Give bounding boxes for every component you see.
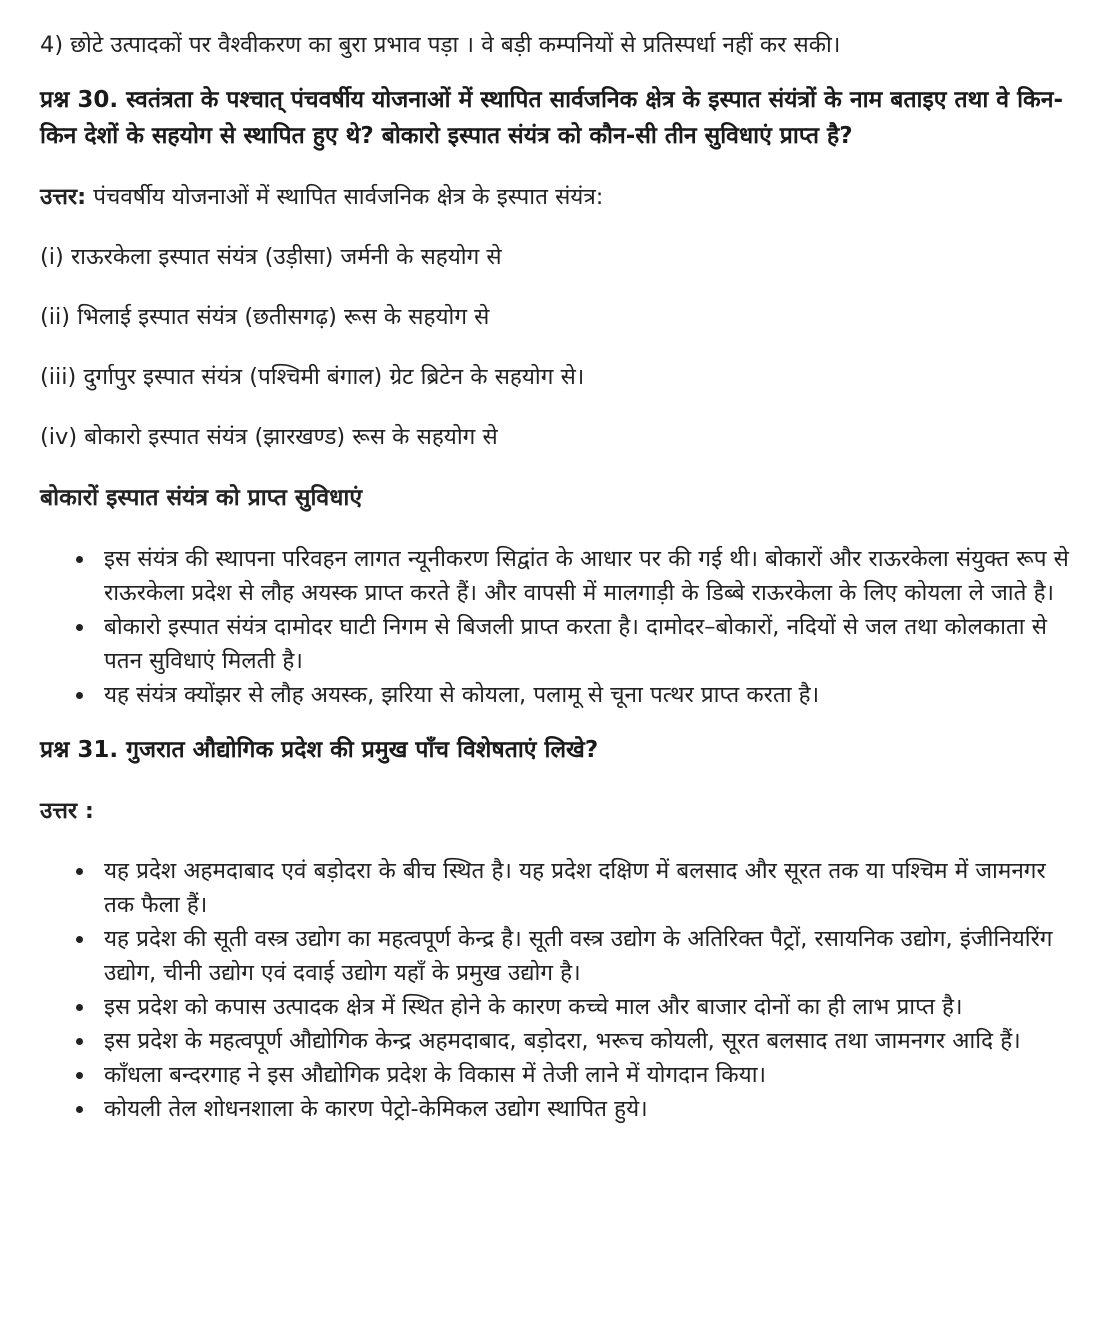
plant-item: (iii) दुर्गापुर इस्पात संयंत्र (पश्चिमी बंगाल) ग्रेट ब्रिटेन के सहयोग से। [40,364,585,390]
list-item-text: यह प्रदेश की सूती वस्त्र उद्योग का महत्वपूर्ण केन्द्र है। सूती वस्त्र उद्योग के अतिरिक्त पैट्रों, रसायनिक उद्योग, इंजीनियरिंग उद्योग, चीनी उद्योग एवं दवाई उद्योग यहाँ के प्रमुख उद्योग है। [104,926,1053,986]
answer-30-intro [40,180,1070,214]
bullet-icon [76,1004,83,1011]
list-item [40,990,1070,1024]
answer-31-label: उत्तर : [40,798,94,824]
list-item-text: बोकारो इस्पात संयंत्र दामोदर घाटी निगम से बिजली प्राप्त करता है। दामोदर–बोकारों, नदियों से जल तथा कोलकाता से पतन सुविधाएं मिलती है। [104,614,1047,674]
answer-intro-text: पंचवर्षीय योजनाओं में स्थापित सार्वजनिक क्षेत्र के इस्पात संयंत्र: [86,184,604,210]
bullet-icon [76,868,83,875]
list-item-text: इस प्रदेश को कपास उत्पादक क्षेत्र में स्थित होने के कारण कच्चे माल और बाजार दोनों का ही लाभ प्राप्त है। [104,994,963,1020]
gujarat-points-list [40,854,1070,1126]
list-item [40,610,1070,678]
facilities-heading: बोकारों इस्पात संयंत्र को प्राप्त सुविधाएं [40,485,363,511]
bullet-icon [76,692,83,699]
list-item [40,678,1070,712]
list-item-text: इस प्रदेश के महत्वपूर्ण औद्योगिक केन्द्र अहमदाबाद, बड़ोदरा, भरूच कोयली, सूरत बलसाद तथा जामनगर आदि हैं। [104,1028,1021,1054]
bullet-icon [76,936,83,943]
list-item [40,922,1070,990]
list-item-text: यह प्रदेश अहमदाबाद एवं बड़ोदरा के बीच स्थित है। यह प्रदेश दक्षिण में बलसाद और सूरत तक या पश्चिम में जामनगर तक फैला हैं। [104,858,1046,918]
bullet-icon [76,1106,83,1113]
bullet-icon [76,1038,83,1045]
list-item-text: इस संयंत्र की स्थापना परिवहन लागत न्यूनीकरण सिद्वांत के आधार पर की गई थी। बोकारों और राऊरकेला संयुक्त रूप से राऊरकेला प्रदेश से लौह अयस्क प्राप्त करते हैं। और वापसी में मालगाड़ी के डिब्बे राऊरकेला के लिए कोयला ले जाते है। [104,546,1069,606]
intro-line: 4) छोटे उत्पादकों पर वैश्वीकरण का बुरा प्रभाव पड़ा । वे बड़ी कम्पनियों से प्रतिस्पर्धा नहीं कर सकी। [40,32,841,58]
list-item [40,1092,1070,1126]
answer-label: उत्तर: [40,184,87,210]
plant-item: (ii) भिलाई इस्पात संयंत्र (छतीसगढ़) रूस के सहयोग से [40,304,490,330]
list-item [40,1024,1070,1058]
list-item-text: काँधला बन्दरगाह ने इस औद्योगिक प्रदेश के विकास में तेजी लाने में योगदान किया। [104,1062,767,1088]
list-item [40,542,1070,610]
list-item [40,854,1070,922]
plant-item: (iv) बोकारो इस्पात संयंत्र (झारखण्ड) रूस के सहयोग से [40,424,498,450]
bullet-icon [76,1072,83,1079]
plant-item: (i) राऊरकेला इस्पात संयंत्र (उड़ीसा) जर्मनी के सहयोग से [40,244,502,270]
list-item-text: कोयली तेल शोधनशाला के कारण पेट्रो-केमिकल उद्योग स्थापित हुये। [104,1096,648,1122]
list-item [40,1058,1070,1092]
facilities-list [40,542,1070,712]
bullet-icon [76,556,83,563]
bullet-icon [76,624,83,631]
question-31: प्रश्न 31. गुजरात औद्योगिक प्रदेश की प्रमुख पाँच विशेषताएं लिखे? [40,737,599,763]
question-30: प्रश्न 30. स्वतंत्रता के पश्चात् पंचवर्षीय योजनाओं में स्थापित सार्वजनिक क्षेत्र के इस्पात संयंत्रों के नाम बताइए तथा वे किन-किन देशों के सहयोग से स्थापित हुए थे? बोकारो इस्पात संयंत्र को कौन-सी तीन सुविधाएं प्राप्त है? [40,87,1064,149]
list-item-text: यह संयंत्र क्योंझर से लौह अयस्क, झरिया से कोयला, पलामू से चूना पत्थर प्राप्त करता है। [104,682,820,708]
